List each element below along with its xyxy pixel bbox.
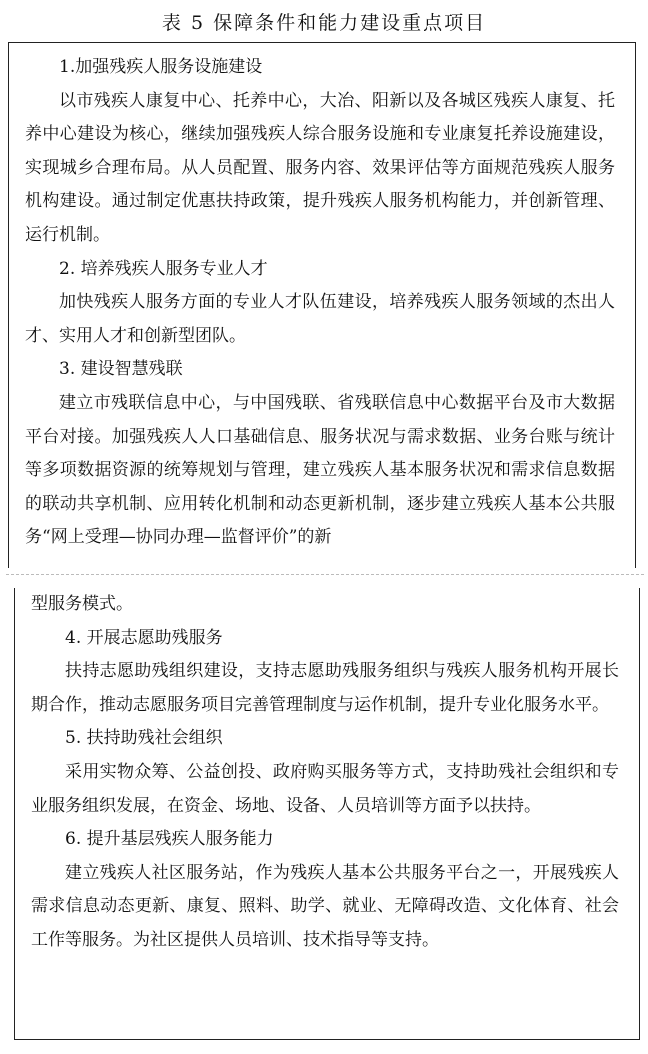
section-3-heading: 3. 建设智慧残联 [59, 359, 183, 380]
table-box-part-2 [14, 588, 640, 1040]
section-4-body: 扶持志愿助残组织建设，支持志愿助残服务组织与残疾人服务机构开展长期合作，推动志愿服务项目完善管理制度与运作机制，提升专业化服务水平。 [31, 661, 619, 715]
section-4-heading: 4. 开展志愿助残服务 [65, 627, 223, 648]
table-box-part-1 [8, 42, 636, 568]
section-2-body: 加快残疾人服务方面的专业人才队伍建设，培养残疾人服务领域的杰出人才、实用人才和创新型团队。 [25, 292, 615, 346]
section-2-heading: 2. 培养残疾人服务专业人才 [59, 258, 268, 279]
section-5-heading: 5. 扶持助残社会组织 [65, 728, 223, 749]
section-5-body: 采用实物众筹、公益创投、政府购买服务等方式，支持助残社会组织和专业服务组织发展，在资金、场地、设备、人员培训等方面予以扶持。 [31, 761, 619, 816]
page-break-divider [6, 574, 644, 575]
section-1-heading: 1.加强残疾人服务设施建设 [59, 57, 263, 77]
table-title: 表 5 保障条件和能力建设重点项目 [161, 12, 487, 34]
section-3-body: 建立市残联信息中心，与中国残联、省残联信息中心数据平台及市大数据平台对接。加强残疾人人口基础信息、服务状况与需求数据、业务台账与统计等多项数据资源的统筹规划与管理，建立残疾人基本服务状况和需求信息数据的联动共享机制、应用转化机制和动态更新机制，逐步建立残疾人基本公共服务“网上受理—协同办理—监督评价”的新 [25, 392, 615, 548]
section-6-heading: 6. 提升基层残疾人服务能力 [65, 829, 274, 850]
section-3-body-continued: 型服务模式。 [31, 594, 133, 614]
section-1-body: 以市残疾人康复中心、托养中心，大冶、阳新以及各城区残疾人康复、托养中心建设为核心，继续加强残疾人综合服务设施和专业康复托养设施建设，实现城乡合理布局。从人员配置、服务内容、效果评估等方面规范残疾人服务机构建设。通过制定优惠扶持政策，提升残疾人服务机构能力，并创新管理、运行机制。 [25, 90, 615, 245]
section-6-body: 建立残疾人社区服务站，作为残疾人基本公共服务平台之一，开展残疾人需求信息动态更新、康复、照料、助学、就业、无障碍改造、文化体育、社会工作等服务。为社区提供人员培训、技术指导等支持。 [31, 862, 619, 950]
